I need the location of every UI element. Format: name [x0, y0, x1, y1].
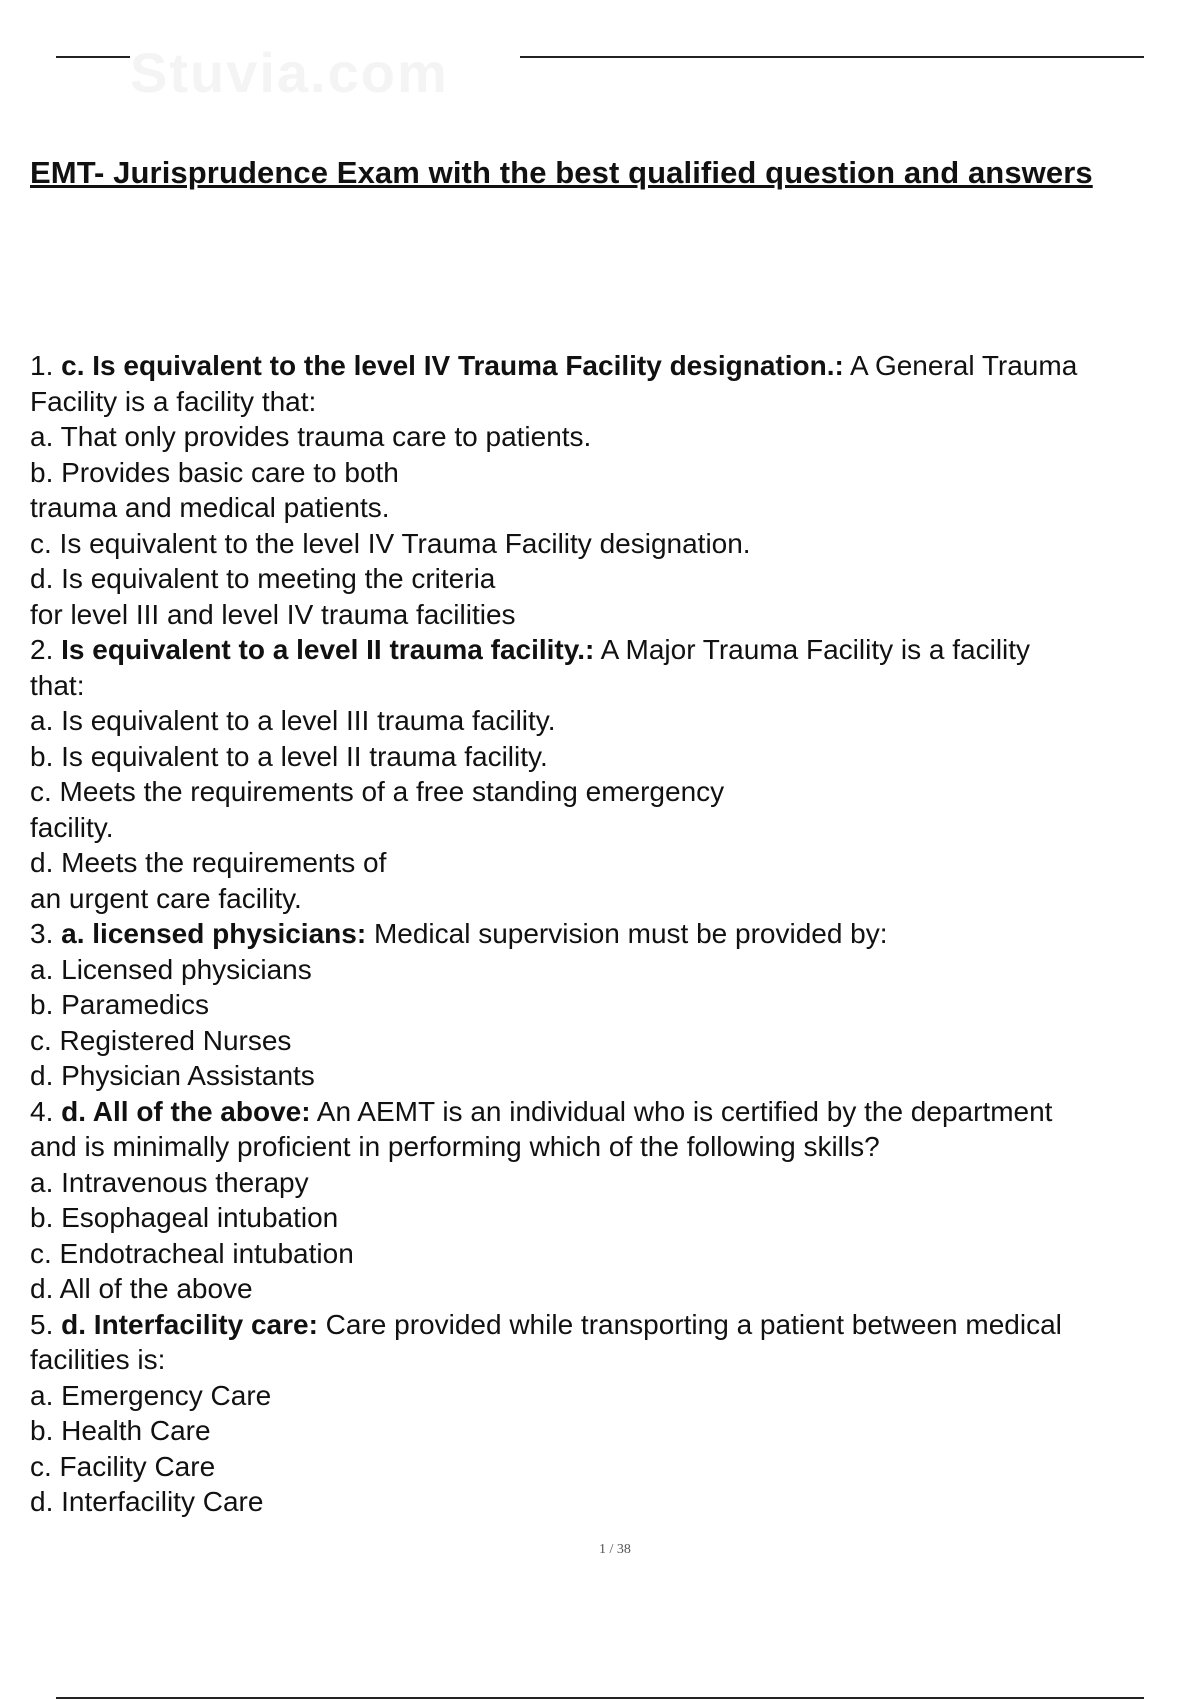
question-5-option: a. Emergency Care [30, 1379, 272, 1411]
question-3-header [30, 916, 1200, 952]
question-5-option: c. Facility Care [30, 1450, 216, 1482]
question-2 [30, 632, 1200, 916]
question-1-option: trauma and medical patients. [30, 492, 390, 523]
question-4-number: 4. [30, 1095, 54, 1127]
question-1-answer: c. Is equivalent to the level IV Trauma Facility designation.: [61, 350, 844, 381]
page-number: 1 / 38 [599, 1542, 631, 1557]
question-1-option: for level III and level IV trauma facilities [30, 598, 516, 630]
question-3-option: d. Physician Assistants [30, 1060, 315, 1091]
question-4-option: c. Endotracheal intubation [30, 1237, 354, 1269]
question-3-option: c. Registered Nurses [30, 1024, 292, 1056]
document-title: EMT- Jurisprudence Exam with the best qualified question and answers [30, 155, 1093, 190]
question-3-option: a. Licensed physicians [30, 953, 312, 985]
question-5-header [30, 1307, 1200, 1343]
question-2-option: b. Is equivalent to a level II trauma facility. [30, 740, 548, 772]
question-4-header [30, 1094, 1200, 1130]
question-2-prompt-line-2: that: [30, 669, 85, 701]
question-1-option: c. Is equivalent to the level IV Trauma Facility designation. [30, 527, 751, 559]
question-1-option: d. Is equivalent to meeting the criteria [30, 563, 496, 594]
question-4-prompt-line-2: and is minimally proficient in performing which of the following skills? [30, 1131, 880, 1162]
question-4 [30, 1094, 1200, 1307]
question-2-answer: Is equivalent to a level II trauma facility.: [61, 634, 595, 665]
header-rule-right [520, 56, 1144, 58]
question-3-answer: a. licensed physicians: [61, 918, 367, 949]
footer-rule [56, 1697, 1144, 1699]
question-5-number: 5. [30, 1308, 54, 1340]
question-2-number: 2. [30, 634, 54, 665]
question-4-prompt-line-1: An AEMT is an individual who is certified by the department [310, 1095, 1053, 1127]
question-5-option: d. Interfacility Care [30, 1486, 264, 1517]
question-1-number: 1. [30, 350, 54, 381]
question-4-option: d. All of the above [30, 1273, 253, 1304]
question-1-option: a. That only provides trauma care to patients. [30, 421, 592, 452]
question-1-prompt-line-2: Facility is a facility that: [30, 385, 317, 417]
question-5-prompt-line-1: Care provided while transporting a patient between medical [317, 1308, 1062, 1340]
question-2-option: a. Is equivalent to a level III trauma facility. [30, 705, 556, 736]
question-list [30, 348, 1200, 1520]
question-5 [30, 1307, 1200, 1520]
question-5-prompt-line-2: facilities is: [30, 1344, 166, 1375]
question-4-option: b. Esophageal intubation [30, 1202, 339, 1233]
question-4-option: a. Intravenous therapy [30, 1166, 309, 1198]
question-4-answer: d. All of the above: [61, 1095, 311, 1127]
question-3-number: 3. [30, 918, 54, 949]
question-5-answer: d. Interfacility care: [61, 1308, 318, 1340]
question-2-header [30, 632, 1200, 668]
question-1-prompt-line-1: A General Trauma [843, 350, 1078, 381]
question-3-prompt-line-1: Medical supervision must be provided by: [366, 918, 888, 949]
question-2-prompt-line-1: A Major Trauma Facility is a facility [594, 634, 1031, 665]
question-2-option: facility. [30, 811, 114, 843]
question-1-header [30, 348, 1200, 384]
watermark: Stuvia.com [130, 41, 449, 104]
question-3-option: b. Paramedics [30, 989, 209, 1020]
question-3 [30, 916, 1200, 1094]
question-2-option: c. Meets the requirements of a free standing emergency [30, 776, 725, 807]
question-1-option: b. Provides basic care to both [30, 456, 399, 488]
question-1 [30, 348, 1200, 632]
header-rule-left [56, 56, 130, 58]
question-2-option: d. Meets the requirements of [30, 847, 387, 878]
question-2-option: an urgent care facility. [30, 882, 302, 914]
question-5-option: b. Health Care [30, 1415, 211, 1446]
